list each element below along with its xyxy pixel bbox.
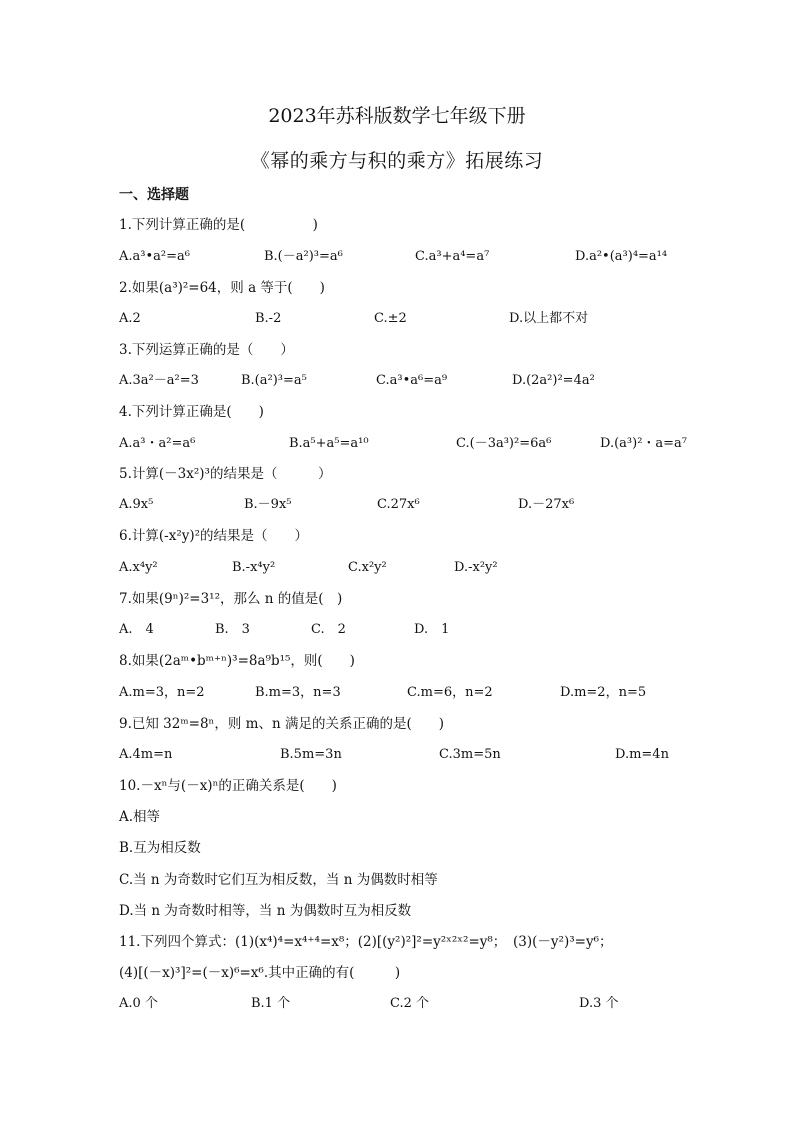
question-10-option-a: A.相等 [119,809,161,825]
question-6-option-a: A.x⁴y² [119,560,158,575]
question-3-option-c: C.a³•a⁶=a⁹ [376,373,448,388]
question-1-option-b: B.(－a²)³=a⁶ [264,249,343,264]
question-5-option-d: D.－27x⁶ [518,497,575,512]
question-2-option-d: D.以上都不对 [509,311,589,326]
question-3-stem: 3.下列运算正确的是（ ） [119,342,294,358]
question-5-stem: 5.计算(－3x²)³的结果是（ ） [119,466,332,482]
section-heading: 一、选择题 [119,187,189,203]
question-3-option-b: B.(a²)³=a⁵ [241,373,307,388]
question-4-option-d: D.(a³)²・a=a⁷ [600,436,688,451]
document-title: 2023年苏科版数学七年级下册 [268,105,526,127]
question-10-option-b: B.互为相反数 [119,840,201,856]
question-11-option-c: C.2 个 [390,996,430,1011]
question-7-option-a: A. 4 [119,622,154,637]
question-2-option-a: A.2 [119,311,141,326]
question-7-option-d: D. 1 [414,622,450,637]
question-4-option-a: A.a³・a²=a⁶ [119,436,196,451]
question-8-option-b: B.m=3，n=3 [255,685,341,700]
question-6-option-d: D.-x²y² [454,560,498,575]
question-3-option-a: A.3a²－a²=3 [119,373,199,388]
question-8-option-d: D.m=2，n=5 [560,685,647,700]
question-4-option-c: C.(－3a³)²=6a⁶ [456,436,552,451]
question-2-stem: 2.如果(a³)²=64，则 a 等于( ) [119,280,325,296]
question-5-option-c: C.27x⁶ [377,497,420,512]
question-10-stem: 10.－xⁿ与(－x)ⁿ的正确关系是( ) [119,778,337,794]
question-9-option-a: A.4m=n [119,747,173,762]
question-9-option-c: C.3m=5n [439,747,501,762]
question-8-option-a: A.m=3，n=2 [119,685,205,700]
question-1-option-a: A.a³•a²=a⁶ [119,249,190,264]
question-8-option-c: C.m=6，n=2 [407,685,493,700]
question-7-option-b: B. 3 [215,622,250,637]
question-8-stem: 8.如果(2aᵐ•bᵐ⁺ⁿ)³=8a⁹b¹⁵，则( ) [119,653,355,669]
question-1-option-d: D.a²•(a³)⁴=a¹⁴ [575,249,668,264]
question-2-option-c: C.±2 [374,311,407,326]
document-subtitle: 《幂的乘方与积的乘方》拓展练习 [250,150,544,172]
question-1-option-c: C.a³+a⁴=a⁷ [415,249,490,264]
question-3-option-d: D.(2a²)²=4a² [512,373,595,388]
question-5-option-a: A.9x⁵ [119,497,154,512]
question-7-option-c: C. 2 [311,622,346,637]
question-6-option-b: B.-x⁴y² [232,560,276,575]
question-5-option-b: B.－9x⁵ [244,497,292,512]
question-11-option-b: B.1 个 [251,996,291,1011]
question-10-option-c: C.当 n 为奇数时它们互为相反数，当 n 为偶数时相等 [119,872,438,888]
question-7-stem: 7.如果(9ⁿ)²=3¹²，那么 n 的值是( ) [119,591,343,607]
question-10-option-d: D.当 n 为奇数时相等，当 n 为偶数时互为相反数 [119,903,412,919]
question-9-option-d: D.m=4n [615,747,669,762]
question-9-option-b: B.5m=3n [280,747,342,762]
question-1-stem: 1.下列计算正确的是( ) [119,217,318,233]
question-6-stem: 6.计算(-x²y)²的结果是（ ） [119,528,309,544]
question-4-stem: 4.下列计算正确是( ) [119,404,264,420]
question-6-option-c: C.x²y² [348,560,387,575]
question-9-stem: 9.已知 32ᵐ=8ⁿ，则 m、n 满足的关系正确的是( ) [119,716,444,732]
question-11-stem-line-1: 11.下列四个算式：(1)(x⁴)⁴=x⁴⁺⁴=x⁸；(2)[(y²)²]²=y²ˣ²ˣ²=y⁸； (3)(－y²)³=y⁶； [119,934,613,950]
question-11-option-a: A.0 个 [119,996,158,1011]
question-11-option-d: D.3 个 [579,996,619,1011]
question-11-stem-line-2: (4)[(－x)³]²=(－x)⁶=x⁶.其中正确的有( ) [119,965,401,981]
question-4-option-b: B.a⁵+a⁵=a¹⁰ [289,436,369,451]
question-2-option-b: B.-2 [255,311,282,326]
